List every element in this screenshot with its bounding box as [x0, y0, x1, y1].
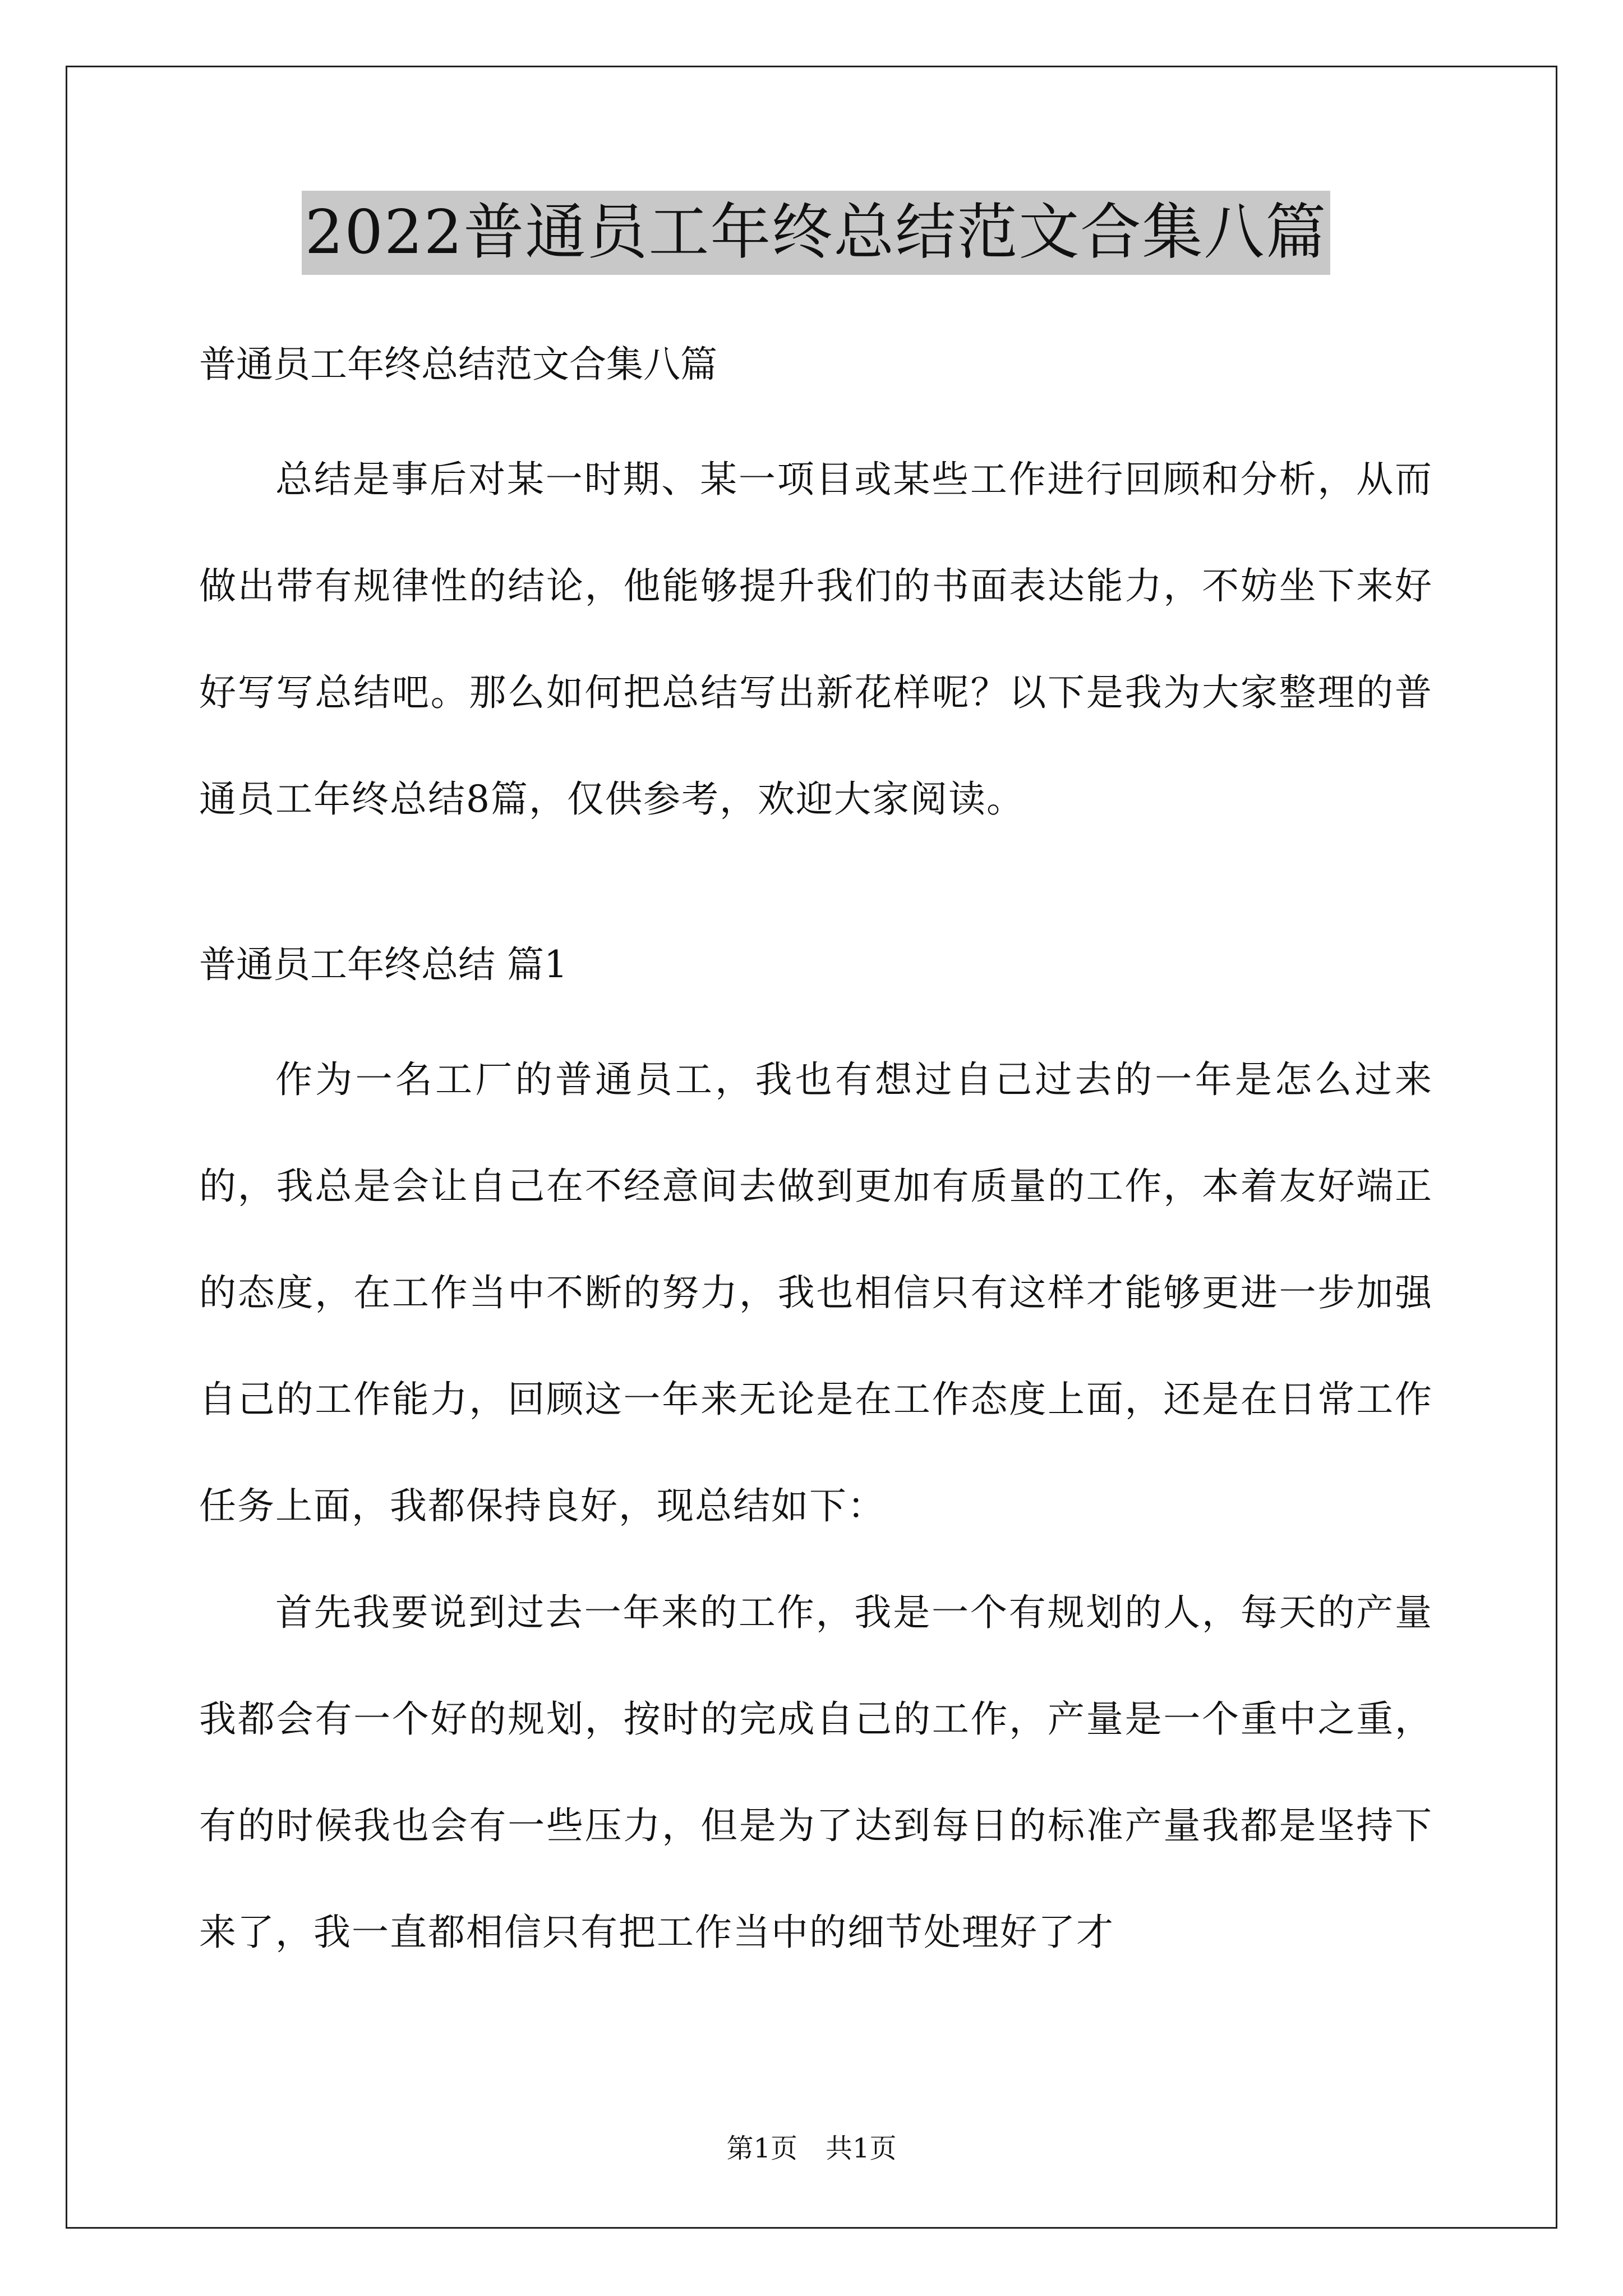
- document-body: [199, 191, 1433, 1986]
- page-number: 第1页: [726, 2133, 797, 2164]
- section-paragraph: 作为一名工厂的普通员工，我也有想过自己过去的一年是怎么过来的，我总是会让自己在不经意间去做到更加有质量的工作，本着友好端正的态度，在工作当中不断的努力，我也相信只有这样才能够更进一步加强自己的工作能力，回顾这一年来无论是在工作态度上面，还是在日常工作任务上面，我都保持良好，现总结如下：: [199, 1058, 1433, 1527]
- section-paragraph: 首先我要说到过去一年来的工作，我是一个有规划的人，每天的产量我都会有一个好的规划，按时的完成自己的工作，产量是一个重中之重，有的时候我也会有一些压力，但是为了达到每日的标准产量我都是坚持下来了，我一直都相信只有把工作当中的细节处理好了才: [199, 1591, 1433, 1954]
- title-block: [199, 191, 1433, 275]
- page-total: 共1页: [826, 2133, 897, 2164]
- page-footer: [0, 2132, 1623, 2165]
- section-heading: 普通员工年终总结 篇1: [199, 943, 568, 986]
- intro-paragraph: 总结是事后对某一时期、某一项目或某些工作进行回顾和分析，从而做出带有规律性的结论，他能够提升我们的书面表达能力，不妨坐下来好好写写总结吧。那么如何把总结写出新花样呢？以下是我为大家整理的普通员工年终总结8篇，仅供参考，欢迎大家阅读。: [199, 458, 1433, 821]
- document-subtitle: 普通员工年终总结范文合集八篇: [199, 343, 717, 386]
- document-title: 2022普通员工年终总结范文合集八篇: [302, 191, 1331, 275]
